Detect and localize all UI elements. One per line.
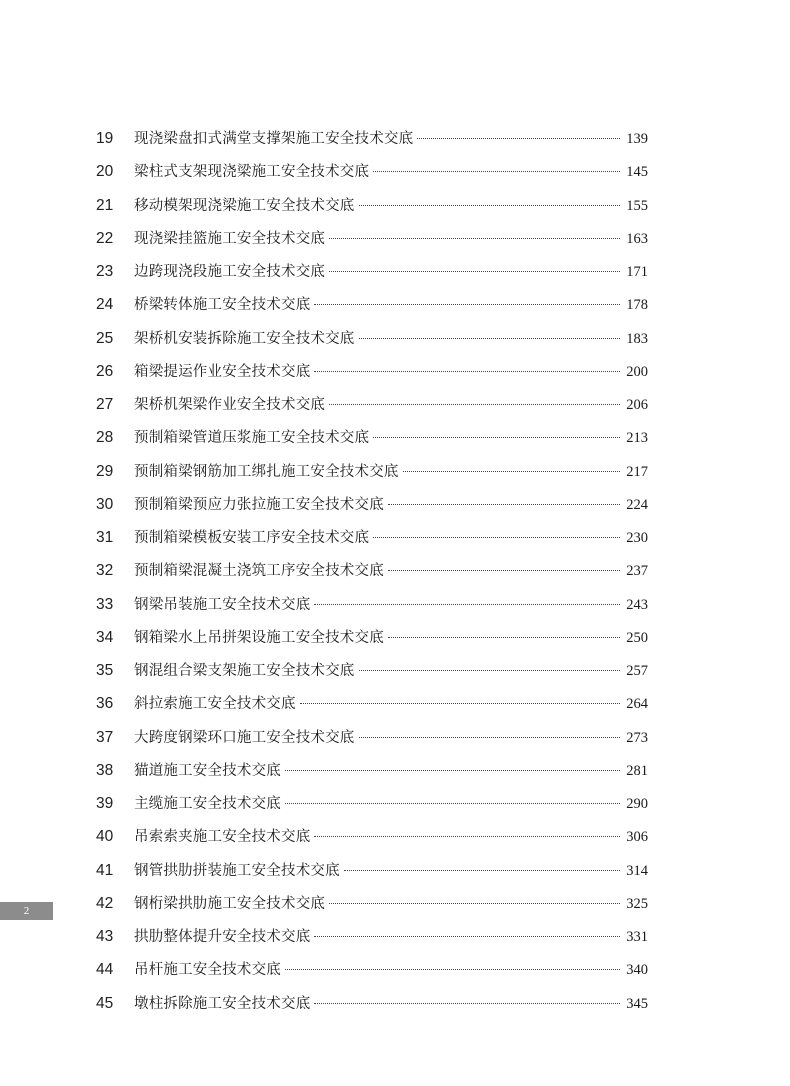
toc-entry [96,488,648,521]
entry-title: 墩柱拆除施工安全技术交底 [134,995,311,1012]
entry-title: 预制箱梁管道压浆施工安全技术交底 [134,430,370,447]
entry-number: 28 [96,429,114,447]
entry-number: 34 [96,628,114,646]
toc-entry [96,854,648,887]
toc-entry [96,189,648,222]
entry-number: 30 [96,495,114,513]
entry-page-number: 155 [626,197,648,214]
entry-title: 预制箱梁模板安装工序安全技术交底 [134,530,370,546]
entry-title: 钢桁梁拱肋施工安全技术交底 [134,895,326,912]
entry-number: 22 [96,229,114,247]
toc-entry [96,953,648,986]
entry-title: 钢混组合梁支架施工安全技术交底 [134,663,355,679]
dot-leader [388,504,620,505]
entry-title: 预制箱梁钢筋加工绑扎施工安全技术交底 [134,463,399,480]
dot-leader [314,604,620,605]
entry-page-number: 264 [626,696,648,713]
entry-number: 36 [96,695,114,713]
toc-entry [96,255,648,288]
entry-page-number: 243 [626,596,648,613]
dot-leader [373,437,620,438]
toc-entry [96,787,648,820]
entry-number: 29 [96,462,114,480]
entry-page-number: 281 [626,762,648,779]
entry-number: 24 [96,296,114,314]
entry-number: 31 [96,529,114,546]
dot-leader [314,1003,620,1004]
dot-leader [344,870,620,871]
entry-page-number: 178 [626,297,648,314]
entry-title: 斜拉索施工安全技术交底 [134,696,296,713]
entry-title: 预制箱梁预应力张拉施工安全技术交底 [134,496,384,513]
entry-title: 预制箱梁混凝土浇筑工序安全技术交底 [134,563,384,580]
entry-title: 梁柱式支架现浇梁施工安全技术交底 [134,164,370,181]
entry-number: 20 [96,163,114,181]
toc-entry [96,322,648,355]
toc-entry [96,388,648,421]
entry-number: 32 [96,562,114,580]
entry-title: 移动模架现浇梁施工安全技术交底 [134,197,355,214]
entry-page-number: 145 [626,164,648,181]
entry-page-number: 224 [626,496,648,513]
dot-leader [359,737,621,738]
entry-title: 吊杆施工安全技术交底 [134,962,281,979]
dot-leader [359,670,621,671]
toc-entry [96,588,648,621]
entry-number: 26 [96,362,114,380]
entry-page-number: 306 [626,829,648,846]
entry-title: 箱梁提运作业安全技术交底 [134,363,311,380]
toc-entry [96,621,648,654]
entry-page-number: 183 [626,330,648,347]
entry-page-number: 206 [626,397,648,413]
page-number-tab: 2 [0,902,53,920]
dot-leader [373,171,620,172]
toc-entry [96,122,648,155]
entry-number: 35 [96,662,114,679]
toc-entry [96,687,648,720]
dot-leader [373,537,620,538]
entry-title: 钢箱梁水上吊拼架设施工安全技术交底 [134,629,384,646]
toc-entry [96,987,648,1020]
entry-number: 33 [96,595,114,613]
toc-entry [96,920,648,953]
entry-page-number: 331 [626,929,648,945]
entry-page-number: 325 [626,895,648,912]
dot-leader [285,803,620,804]
entry-number: 42 [96,894,114,912]
dot-leader [300,703,620,704]
entry-page-number: 171 [626,264,648,280]
toc-entry [96,155,648,188]
entry-page-number: 290 [626,796,648,812]
toc-entry [96,721,648,754]
entry-page-number: 250 [626,629,648,646]
entry-page-number: 139 [626,131,648,147]
entry-page-number: 217 [626,463,648,480]
entry-number: 21 [96,196,114,214]
entry-title: 拱肋整体提升安全技术交底 [134,929,311,945]
toc-entry [96,421,648,454]
toc-entry [96,288,648,321]
toc-entry [96,455,648,488]
entry-page-number: 273 [626,729,648,746]
entry-number: 38 [96,761,114,779]
dot-leader [314,304,620,305]
entry-number: 37 [96,728,114,746]
entry-page-number: 230 [626,530,648,546]
entry-title: 吊索索夹施工安全技术交底 [134,829,311,846]
entry-page-number: 200 [626,363,648,380]
toc-entry [96,554,648,587]
entry-title: 现浇梁盘扣式满堂支撑架施工安全技术交底 [134,131,414,147]
dot-leader [285,969,620,970]
toc-entry [96,887,648,920]
entry-title: 猫道施工安全技术交底 [134,762,281,779]
entry-title: 架桥机架梁作业安全技术交底 [134,397,326,413]
toc-entry [96,521,648,554]
entry-number: 44 [96,961,114,979]
dot-leader [388,637,620,638]
entry-page-number: 257 [626,663,648,679]
entry-page-number: 237 [626,563,648,580]
entry-number: 23 [96,263,114,280]
dot-leader [403,471,620,472]
dot-leader [285,770,620,771]
toc-entry [96,754,648,787]
dot-leader [329,238,620,239]
entry-page-number: 213 [626,430,648,447]
dot-leader [314,936,620,937]
entry-page-number: 163 [626,230,648,247]
dot-leader [359,338,621,339]
entry-page-number: 340 [626,962,648,979]
entry-title: 桥梁转体施工安全技术交底 [134,297,311,314]
entry-title: 大跨度钢梁环口施工安全技术交底 [134,729,355,746]
toc-entry [96,355,648,388]
dot-leader [359,205,621,206]
entry-title: 边跨现浇段施工安全技术交底 [134,264,326,280]
dot-leader [388,570,620,571]
dot-leader [314,371,620,372]
entry-title: 主缆施工安全技术交底 [134,796,281,812]
entry-number: 19 [96,130,114,147]
entry-number: 41 [96,861,114,879]
dot-leader [314,836,620,837]
entry-title: 钢管拱肋拼装施工安全技术交底 [134,862,340,879]
table-of-contents [96,122,648,1020]
toc-entry [96,222,648,255]
toc-entry [96,820,648,853]
toc-entry [96,654,648,687]
dot-leader [329,271,620,272]
entry-title: 现浇梁挂篮施工安全技术交底 [134,230,326,247]
dot-leader [329,903,620,904]
entry-page-number: 345 [626,995,648,1012]
entry-number: 40 [96,828,114,846]
entry-number: 39 [96,795,114,812]
entry-number: 43 [96,928,114,945]
dot-leader [329,404,620,405]
entry-title: 钢梁吊装施工安全技术交底 [134,596,311,613]
entry-title: 架桥机安装拆除施工安全技术交底 [134,330,355,347]
entry-number: 25 [96,329,114,347]
dot-leader [417,138,620,139]
entry-page-number: 314 [626,862,648,879]
entry-number: 27 [96,396,114,413]
entry-number: 45 [96,994,114,1012]
